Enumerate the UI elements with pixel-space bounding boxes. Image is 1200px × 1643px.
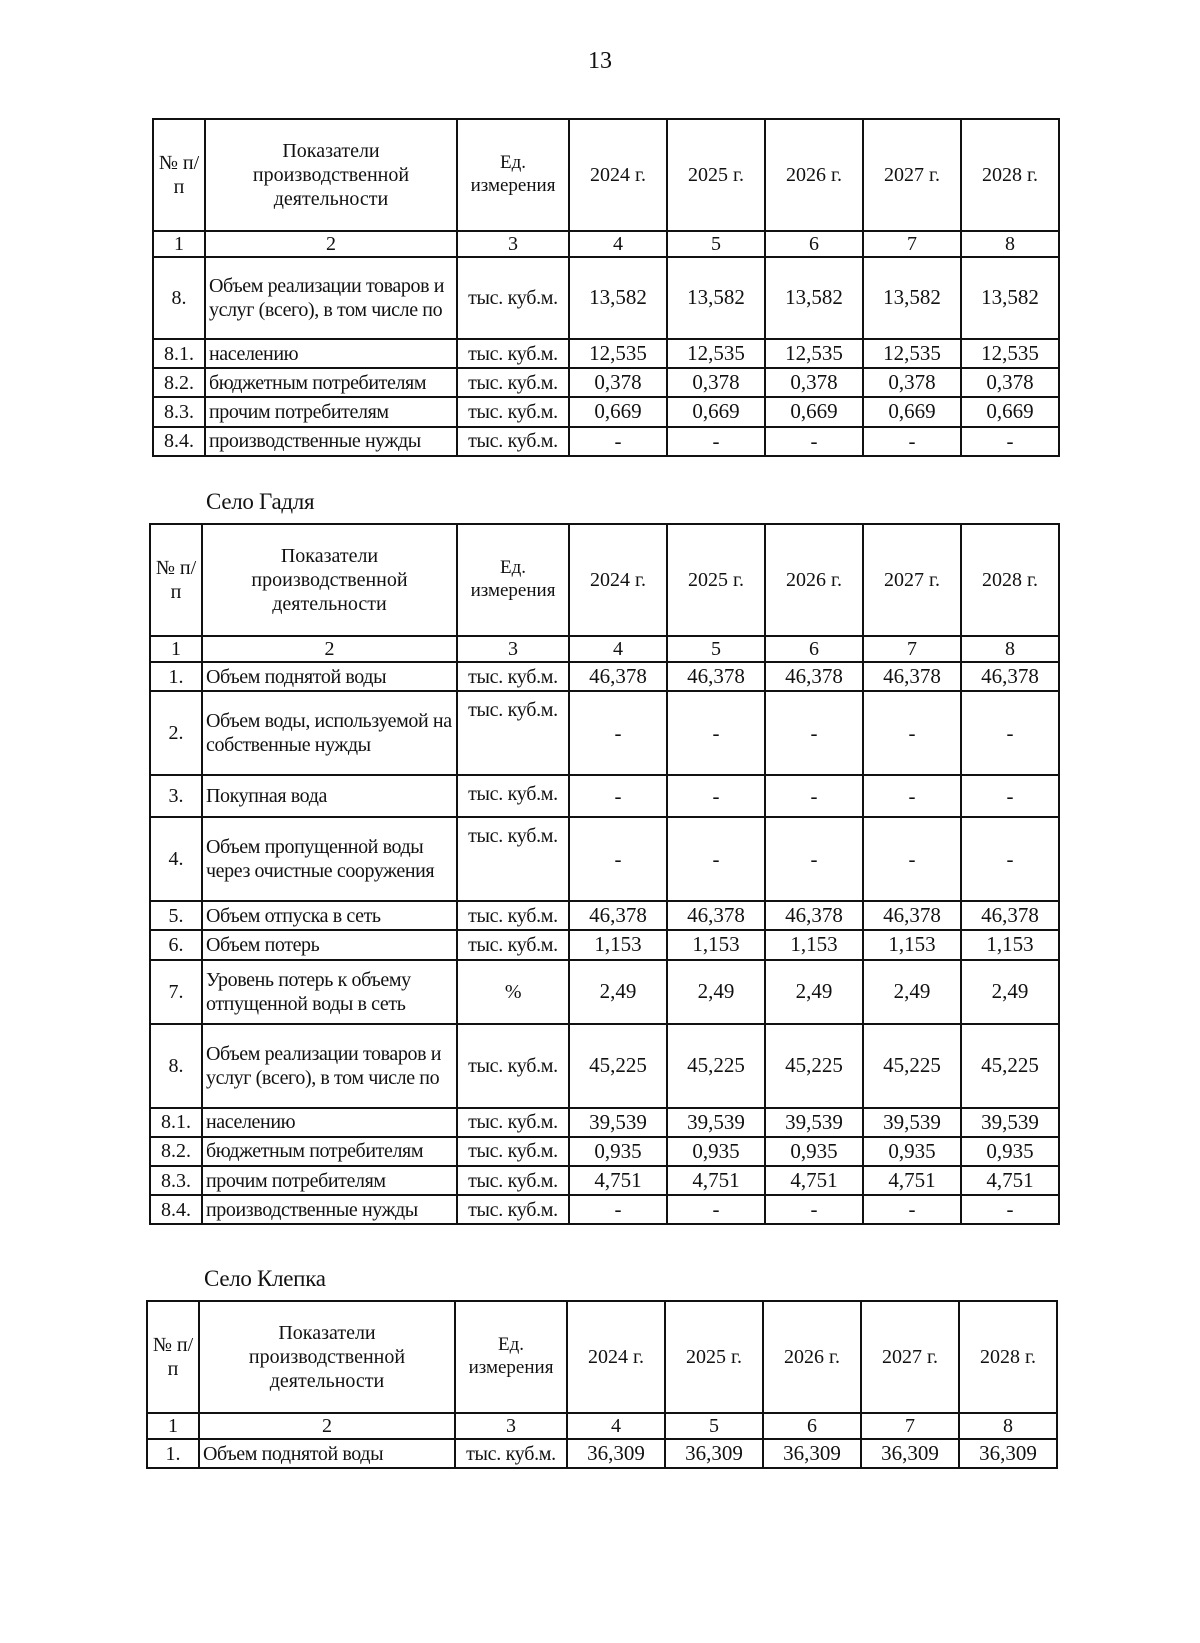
col-number: 4	[569, 231, 667, 257]
row-num: 5.	[150, 901, 202, 930]
row-value: 1,153	[863, 930, 961, 959]
row-value: 46,378	[961, 662, 1059, 691]
row-unit: %	[457, 960, 569, 1024]
table-row	[150, 775, 1059, 817]
row-value: 0,378	[569, 368, 667, 397]
row-unit: тыс. куб.м.	[457, 427, 569, 456]
row-unit: тыс. куб.м.	[457, 257, 569, 339]
column-number-row	[153, 231, 1059, 257]
col-number: 6	[763, 1413, 861, 1439]
row-unit: тыс. куб.м.	[457, 691, 569, 775]
row-num: 8.	[150, 1024, 202, 1108]
row-name: Уровень потерь к объему отпущенной воды в сеть	[202, 960, 457, 1024]
row-name: населению	[205, 339, 457, 368]
row-value: 45,225	[961, 1024, 1059, 1108]
col-number: 5	[667, 636, 765, 662]
row-value: 46,378	[863, 662, 961, 691]
col-number: 6	[765, 636, 863, 662]
row-value: 46,378	[569, 901, 667, 930]
row-name: населению	[202, 1108, 457, 1137]
table-row	[150, 1195, 1059, 1224]
row-name: Объем поднятой воды	[202, 662, 457, 691]
row-num: 8.4.	[150, 1195, 202, 1224]
row-value: 0,669	[863, 397, 961, 426]
row-value: 2,49	[667, 960, 765, 1024]
col-number: 2	[199, 1413, 455, 1439]
row-unit: тыс. куб.м.	[457, 662, 569, 691]
row-num: 8.1.	[153, 339, 205, 368]
col-number: 1	[150, 636, 202, 662]
row-value: 36,309	[567, 1439, 665, 1468]
header-year: 2025 г.	[667, 119, 765, 231]
col-number: 5	[667, 231, 765, 257]
col-number: 5	[665, 1413, 763, 1439]
row-value: 36,309	[861, 1439, 959, 1468]
row-value: -	[569, 775, 667, 817]
col-number: 6	[765, 231, 863, 257]
table-row	[150, 662, 1059, 691]
row-num: 8.4.	[153, 427, 205, 456]
header-year: 2027 г.	[863, 524, 961, 636]
col-number: 3	[457, 636, 569, 662]
row-value: 45,225	[863, 1024, 961, 1108]
row-num: 1.	[147, 1439, 199, 1468]
header-year: 2024 г.	[569, 524, 667, 636]
table-row	[150, 1024, 1059, 1108]
row-name: Покупная вода	[202, 775, 457, 817]
row-value: -	[667, 775, 765, 817]
col-number: 7	[861, 1413, 959, 1439]
row-unit: тыс. куб.м.	[457, 1195, 569, 1224]
table-row	[153, 339, 1059, 368]
header-unit: Ед. измерения	[457, 524, 569, 636]
row-value: 46,378	[961, 901, 1059, 930]
header-year: 2028 г.	[961, 119, 1059, 231]
row-num: 6.	[150, 930, 202, 959]
row-value: -	[569, 427, 667, 456]
row-value: -	[863, 775, 961, 817]
row-unit: тыс. куб.м.	[457, 1137, 569, 1166]
row-value: 0,935	[765, 1137, 863, 1166]
row-value: 45,225	[569, 1024, 667, 1108]
row-name: Объем реализации товаров и услуг (всего), в том числе по	[202, 1024, 457, 1108]
header-num: № п/п	[153, 119, 205, 231]
row-name: Объем отпуска в сеть	[202, 901, 457, 930]
row-num: 7.	[150, 960, 202, 1024]
row-value: 39,539	[569, 1108, 667, 1137]
row-value: 39,539	[961, 1108, 1059, 1137]
row-value: 0,378	[961, 368, 1059, 397]
header-year: 2026 г.	[765, 119, 863, 231]
row-num: 8.3.	[150, 1166, 202, 1195]
col-number: 8	[961, 636, 1059, 662]
row-value: 0,669	[961, 397, 1059, 426]
indicators-table-gadlya	[149, 523, 1060, 1225]
row-unit: тыс. куб.м.	[457, 1024, 569, 1108]
header-year: 2024 г.	[569, 119, 667, 231]
row-name: производственные нужды	[202, 1195, 457, 1224]
row-value: 2,49	[863, 960, 961, 1024]
header-indicator: Показатели производственной деятельности	[205, 119, 457, 231]
header-year: 2025 г.	[665, 1301, 763, 1413]
row-value: 46,378	[765, 901, 863, 930]
row-value: -	[765, 817, 863, 901]
header-year: 2024 г.	[567, 1301, 665, 1413]
row-unit: тыс. куб.м.	[457, 339, 569, 368]
row-value: 39,539	[667, 1108, 765, 1137]
row-num: 8.3.	[153, 397, 205, 426]
table-row	[150, 691, 1059, 775]
row-value: 0,935	[863, 1137, 961, 1166]
row-value: 1,153	[667, 930, 765, 959]
row-value: -	[569, 1195, 667, 1224]
row-value: -	[667, 427, 765, 456]
row-value: 13,582	[961, 257, 1059, 339]
table-row	[150, 960, 1059, 1024]
col-number: 1	[147, 1413, 199, 1439]
row-value: 4,751	[569, 1166, 667, 1195]
row-value: 0,935	[569, 1137, 667, 1166]
header-year: 2028 г.	[961, 524, 1059, 636]
col-number: 4	[569, 636, 667, 662]
row-name: прочим потребителям	[205, 397, 457, 426]
row-value: 12,535	[765, 339, 863, 368]
row-value: 13,582	[569, 257, 667, 339]
col-number: 8	[959, 1413, 1057, 1439]
row-value: 2,49	[765, 960, 863, 1024]
header-num: № п/п	[147, 1301, 199, 1413]
row-value: 0,669	[765, 397, 863, 426]
row-value: 2,49	[569, 960, 667, 1024]
row-num: 8.2.	[150, 1137, 202, 1166]
col-number: 2	[202, 636, 457, 662]
row-name: производственные нужды	[205, 427, 457, 456]
row-value: 0,935	[961, 1137, 1059, 1166]
header-row	[153, 119, 1059, 231]
row-value: -	[961, 1195, 1059, 1224]
row-value: 4,751	[961, 1166, 1059, 1195]
row-value: -	[961, 691, 1059, 775]
row-value: -	[863, 817, 961, 901]
row-value: 0,935	[667, 1137, 765, 1166]
table-row	[147, 1439, 1057, 1468]
row-unit: тыс. куб.м.	[457, 1108, 569, 1137]
row-value: -	[765, 1195, 863, 1224]
row-value: 4,751	[667, 1166, 765, 1195]
row-value: 45,225	[667, 1024, 765, 1108]
row-unit: тыс. куб.м.	[457, 397, 569, 426]
row-value: 45,225	[765, 1024, 863, 1108]
row-value: 46,378	[569, 662, 667, 691]
row-value: 46,378	[765, 662, 863, 691]
row-unit: тыс. куб.м.	[457, 901, 569, 930]
row-value: 0,378	[863, 368, 961, 397]
row-value: 1,153	[569, 930, 667, 959]
row-num: 8.1.	[150, 1108, 202, 1137]
row-value: 13,582	[667, 257, 765, 339]
row-value: 36,309	[665, 1439, 763, 1468]
row-unit: тыс. куб.м.	[457, 930, 569, 959]
row-value: -	[667, 817, 765, 901]
header-indicator: Показатели производственной деятельности	[202, 524, 457, 636]
row-name: бюджетным потребителям	[205, 368, 457, 397]
row-unit: тыс. куб.м.	[457, 368, 569, 397]
row-value: -	[863, 1195, 961, 1224]
row-name: прочим потребителям	[202, 1166, 457, 1195]
column-number-row	[147, 1413, 1057, 1439]
section-caption-klepka: Село Клепка	[204, 1266, 326, 1291]
row-value: 39,539	[863, 1108, 961, 1137]
col-number: 3	[455, 1413, 567, 1439]
table-row	[150, 901, 1059, 930]
row-value: -	[863, 427, 961, 456]
header-year: 2025 г.	[667, 524, 765, 636]
row-value: -	[863, 691, 961, 775]
col-number: 3	[457, 231, 569, 257]
row-value: -	[765, 427, 863, 456]
row-value: 0,378	[667, 368, 765, 397]
row-value: -	[961, 427, 1059, 456]
row-value: -	[765, 691, 863, 775]
row-value: 0,669	[667, 397, 765, 426]
row-value: 2,49	[961, 960, 1059, 1024]
row-unit: тыс. куб.м.	[457, 1166, 569, 1195]
header-year: 2028 г.	[959, 1301, 1057, 1413]
row-value: -	[765, 775, 863, 817]
row-unit: тыс. куб.м.	[455, 1439, 567, 1468]
page-number: 13	[588, 48, 612, 74]
row-value: 0,669	[569, 397, 667, 426]
table-row	[153, 257, 1059, 339]
indicators-table-klepka	[146, 1300, 1058, 1469]
row-num: 2.	[150, 691, 202, 775]
header-year: 2026 г.	[765, 524, 863, 636]
row-value: 12,535	[961, 339, 1059, 368]
row-value: 46,378	[863, 901, 961, 930]
col-number: 7	[863, 636, 961, 662]
table-row	[150, 1137, 1059, 1166]
header-num: № п/п	[150, 524, 202, 636]
table-row	[150, 1166, 1059, 1195]
row-value: -	[569, 691, 667, 775]
row-value: 39,539	[765, 1108, 863, 1137]
table-row	[153, 427, 1059, 456]
row-value: 46,378	[667, 662, 765, 691]
row-unit: тыс. куб.м.	[457, 817, 569, 901]
col-number: 2	[205, 231, 457, 257]
row-value: 0,378	[765, 368, 863, 397]
row-value: 4,751	[765, 1166, 863, 1195]
row-value: 36,309	[763, 1439, 861, 1468]
row-num: 1.	[150, 662, 202, 691]
column-number-row	[150, 636, 1059, 662]
row-name: Объем реализации товаров и услуг (всего), в том числе по	[205, 257, 457, 339]
header-unit: Ед. измерения	[455, 1301, 567, 1413]
header-indicator: Показатели производственной деятельности	[199, 1301, 455, 1413]
header-year: 2026 г.	[763, 1301, 861, 1413]
table-row	[153, 368, 1059, 397]
row-value: 46,378	[667, 901, 765, 930]
row-name: бюджетным потребителям	[202, 1137, 457, 1166]
row-value: 13,582	[765, 257, 863, 339]
row-value: 12,535	[569, 339, 667, 368]
row-value: 12,535	[667, 339, 765, 368]
row-value: 36,309	[959, 1439, 1057, 1468]
row-num: 4.	[150, 817, 202, 901]
indicators-table-continued	[152, 118, 1060, 457]
col-number: 8	[961, 231, 1059, 257]
col-number: 4	[567, 1413, 665, 1439]
table-row	[153, 397, 1059, 426]
col-number: 7	[863, 231, 961, 257]
row-value: 12,535	[863, 339, 961, 368]
header-year: 2027 г.	[861, 1301, 959, 1413]
row-name: Объем поднятой воды	[199, 1439, 455, 1468]
row-unit: тыс. куб.м.	[457, 775, 569, 817]
row-name: Объем пропущенной воды через очистные сооружения	[202, 817, 457, 901]
row-num: 3.	[150, 775, 202, 817]
header-row	[150, 524, 1059, 636]
header-row	[147, 1301, 1057, 1413]
row-value: 4,751	[863, 1166, 961, 1195]
row-name: Объем потерь	[202, 930, 457, 959]
header-unit: Ед. измерения	[457, 119, 569, 231]
row-value: -	[961, 817, 1059, 901]
row-num: 8.2.	[153, 368, 205, 397]
row-value: 13,582	[863, 257, 961, 339]
section-caption-gadlya: Село Гадля	[206, 489, 315, 514]
row-value: -	[569, 817, 667, 901]
row-value: 1,153	[961, 930, 1059, 959]
row-value: 1,153	[765, 930, 863, 959]
table-row	[150, 817, 1059, 901]
row-num: 8.	[153, 257, 205, 339]
row-name: Объем воды, используемой на собственные нужды	[202, 691, 457, 775]
row-value: -	[961, 775, 1059, 817]
header-year: 2027 г.	[863, 119, 961, 231]
table-row	[150, 1108, 1059, 1137]
table-row	[150, 930, 1059, 959]
col-number: 1	[153, 231, 205, 257]
row-value: -	[667, 1195, 765, 1224]
row-value: -	[667, 691, 765, 775]
